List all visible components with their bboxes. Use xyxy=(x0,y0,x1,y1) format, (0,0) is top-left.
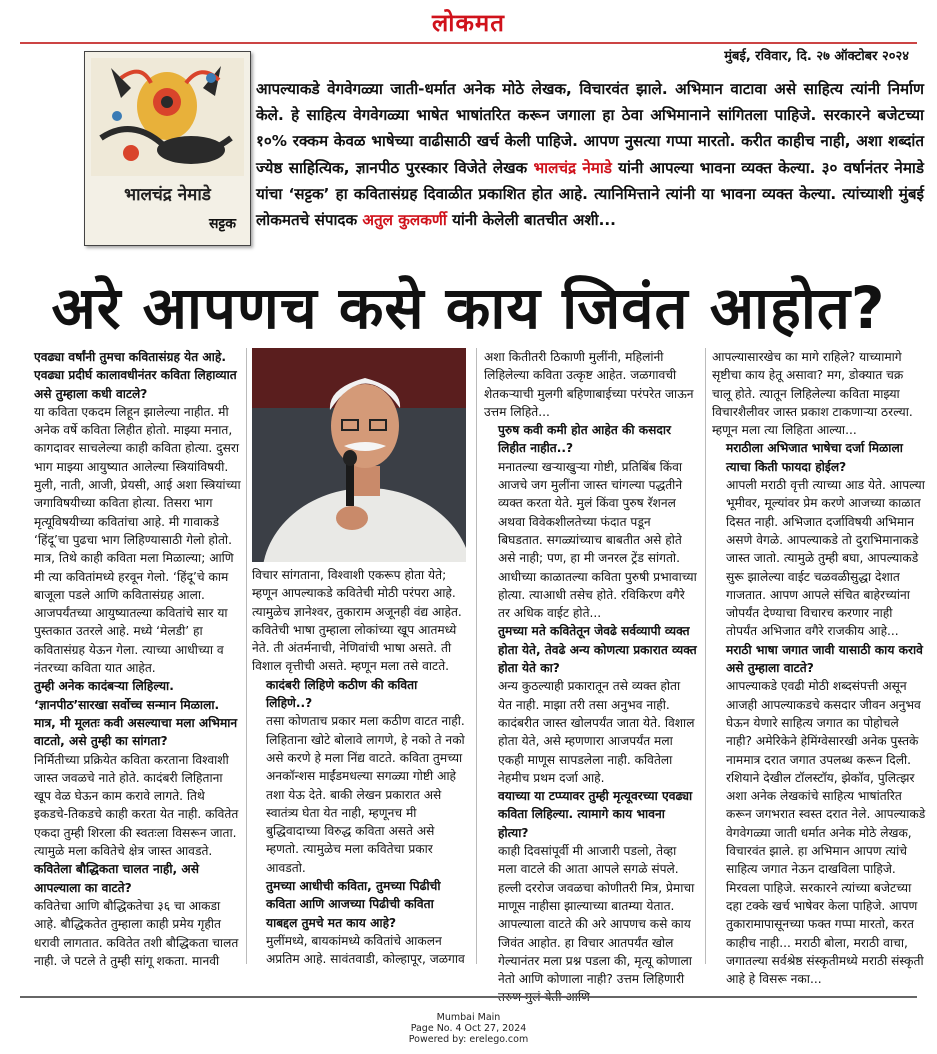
answer-4: तसा कोणताच प्रकार मला कठीण वाटत नाही. लिहिताना खोटे बोलावे लागणे, हे नको ते नको असे करणे हे मला निंद्य वाटते. कविता तुमच्या अनकॉन्शस माईंडमधल्या सगळ्या गोष्टी आहे तशा येऊ देते. बाकी लेखन प्रकारात असे स्वातंत्र्य घेता येत नाही, म्हणूनच मी बुद्धिवादाच्या विरुद्ध कविता असते असे म्हणतो. त्यामुळेच मला कवितेचा प्रकार आवडतो. xyxy=(266,714,465,875)
book-title: सट्टक xyxy=(208,216,236,232)
intro-text-2: यांनी आपल्या भावना व्यक्त केल्या. ३० वर्षानंतर नेमाडे यांचा ‘सट्टक’ हा कवितासंग्रह दिवाळीत प्रकाशित होत आहे. त्यानिमित्ताने त्यांनी या भावना व्यक्त केल्या. त्यांच्याशी मुंबई लोकमतचे संपादक xyxy=(256,158,924,230)
article-column-3 xyxy=(484,348,698,1007)
answer-6: मनातल्या खऱ्याखुऱ्या गोष्टी, प्रतिबिंब किंवा आजचे जग मुलींना जास्त चांगल्या पद्धतीने व्यक्त करता येते. मुलं किंवा पुरुष रॅशनल अथवा विवेकशीलतेच्या फंदात पडून बिघडतात. सगळ्यांच्याच बाबतीत असे होते असे नाही; पण, हा मी जनरल ट्रेंड सांगतो. आधीच्या काळातल्या कविता पुरुषी प्रभावाच्या होत्या. त्याआधी तसेच होते. रविकिरण वगैरे तर अधिक वाईट होते... xyxy=(498,459,697,621)
bottom-rule xyxy=(20,996,917,998)
intro-paragraph xyxy=(256,76,924,233)
headline: अरे आपणच कसे काय जिवंत आहोत? xyxy=(51,274,886,342)
question-1: एवढ्या वर्षांनी तुमचा कवितासंग्रह येत आहे. एवढ्या प्रदीर्घ कालावधीनंतर कविता लिहाव्यात असे तुम्हाला कधी वाटले? xyxy=(34,350,237,401)
book-author: भालचंद्र नेमाडे xyxy=(124,185,211,205)
question-10: मराठी भाषा जगात जावी यासाठी काय करावे असे तुम्हाला वाटते? xyxy=(726,642,923,676)
question-2: तुम्ही अनेक कादंबऱ्या लिहिल्या. ‘ज्ञानपीठ’सारखा सर्वोच्च सन्मान मिळाला. मात्र, मी मूलतः कवी असल्याचा मला अभिमान वाटतो, असे तुम्ही का सांगता? xyxy=(34,679,238,749)
answer-8: काही दिवसांपूर्वी मी आजारी पडलो, तेव्हा मला वाटले की आता आपले सगळे संपले. हल्ली दररोज जवळचा कोणीतरी मित्र, प्रेमाचा माणूस नाहीसा झाल्याच्या बातम्या येतात. आपल्याला वाटते की अरे आपणच कसे काय जिवंत आहोत. हा विचार आतपर्यंत खोल गेल्यानंतर मला प्रश्न पडला की, मृत्यू कोणाला नेतो आणि कोणाला नाही? उत्तम लिहिणारी तरुण मुलं येती आणि xyxy=(498,844,695,1005)
intro-name-nemade: भालचंद्र नेमाडे xyxy=(533,158,612,177)
article-column-2 xyxy=(252,566,466,969)
question-3: कवितेला बौद्धिकता चालत नाही, असे आपल्याला का वाटते? xyxy=(34,862,199,895)
column-divider xyxy=(246,348,247,964)
masthead-logo: लोकमत xyxy=(432,8,505,37)
question-5: तुमच्या आधीची कविता, तुमच्या पिढीची कविता आणि आजच्या पिढीची कविता याबद्दल तुमचे मत काय आहे? xyxy=(266,879,441,930)
intro-text-1: आपल्याकडे वेगवेगळ्या जाती-धर्मात अनेक मोठे लेखक, विचारवंत झाले. अभिमान वाटावा असे साहित्य त्यांनी निर्माण केले. हे साहित्य वेगवेगळ्या भाषेत भाषांतरित करून जगाला हा ठेवा अभिमानाने सांगितला पाहिजे. सरकारने बजेटच्या १०% रक्कम केवळ भाषेच्या वाढीसाठी खर्च केली पाहिजे. आपण नुसत्या गप्पा मारतो. करीत काहीच नाही, अशा शब्दांत ज्येष्ठ साहित्यिक, ज्ञानपीठ पुरस्कार विजेते लेखक xyxy=(256,80,924,177)
answer-2: निर्मितीच्या प्रक्रियेत कविता करताना विश्वाशी जास्त जवळचे नाते होते. कादंबरी लिहिताना खूप वेळ घेऊन काम करावे लागते. तिथे इकडचे-तिकडचे काही करता येत नाही. कवितेत एकदा तुम्ही शिरला की स्वतःला विसरून जाता. त्यामुळे मला कवितेचे क्षेत्र जास्त आवडते. xyxy=(34,752,239,859)
answer-3: कवितेचा आणि बौद्धिकतेचा ३६ चा आकडा आहे. बौद्धिकतेत तुम्हाला काही प्रमेय गृहीत धरावी लागतात. कवितेत तशी बौद्धिकता चालत नाही. जे पटले ते तुम्ही सांगू शकता. मानवी xyxy=(34,898,239,968)
intro-text-3: यांनी केलेली बातचीत अशी... xyxy=(446,211,616,230)
dateline: मुंबई, रविवार, दि. २७ ऑक्टोबर २०२४ xyxy=(724,49,909,64)
footer-powered-by: Powered by: erelego.com xyxy=(408,1034,529,1045)
answer-7: अन्य कुठल्याही प्रकारातून तसे व्यक्त होता येत नाही. माझा तरी तसा अनुभव नाही. कादंबरीत जास्त खोलपर्यंत जाता येते. विशाल होता येते, असे म्हणणारा आजपर्यंत मला एकही माणूस सापडलेला नाही. कवितेला नेहमीच प्रथम दर्जा आहे. xyxy=(498,679,695,785)
question-6: पुरुष कवी कमी होत आहेत की कसदार लिहीत नाहीत..? xyxy=(498,423,671,456)
answer-5: मुलींमध्ये, बायकांमध्ये कवितांचे आकलन अप्रतिम आहे. सावंतवाडी, कोल्हापूर, जळगाव xyxy=(266,933,465,967)
author-photo-illustration xyxy=(252,348,466,562)
footer-page-date: Page No. 4 Oct 27, 2024 xyxy=(410,1023,527,1034)
answer-continued: अशा कितीतरी ठिकाणी मुलींनी, महिलांनी लिहिलेल्या कविता उत्कृष्ट आहेत. जळगावची शेतकऱ्याची मुलगी बहिणाबाईच्या परंपरेत जाऊन उत्तम लिहिते... xyxy=(484,350,694,419)
answer-9: आपली मराठी वृत्ती त्याच्या आड येते. आपल्या भूमीवर, मूल्यांवर प्रेम करणे आजच्या काळात दिसत नाही. अभिजात दर्जाविषयी अभिमान असणे वेगळे. आपल्याकडे तो दुराभिमानाकडे जास्त जातो. त्यामुळे तुम्ही बघा, आपल्याकडे सुरू झालेल्या वाईट चळवळीसुद्धा देशात गाजतात. आपण आपले संचित बाहेरच्यांना जोपर्यंत देण्याचा विचारच करणार नाही तोपर्यंत अभिजात वगैरे राजकीय आहे... xyxy=(726,478,925,639)
book-cover-art xyxy=(91,58,244,176)
column-divider xyxy=(476,348,477,964)
column-divider xyxy=(705,348,706,964)
question-7: तुमच्या मते कवितेतून जेवढे सर्वव्यापी व्यक्त होता येते, तेवढे अन्य कोणत्या प्रकारात व्यक्त होता येते का? xyxy=(498,624,697,676)
question-8: वयाच्या या टप्प्यावर तुम्ही मृत्यूवरच्या एवढ्या कविता लिहिल्या. त्यामागे काय भावना होत्या? xyxy=(498,789,693,840)
author-photo xyxy=(252,348,466,562)
answer-1: या कविता एकदम लिहून झालेल्या नाहीत. मी अनेक वर्षे कविता लिहीत होतो. माझ्या मनात, कागदावर साचलेल्या काही कविता होत्या. दुसरा भाग माझ्या आयुष्यात आलेल्या स्त्रियांविषयी. मुली, नाती, आजी, प्रेयसी, आई अशा स्त्रियांच्या जगाविषयीच्या कविता होत्या. तिसरा भाग मृत्यूविषयीच्या कवितांचा आहे. मी गावाकडे ‘हिंदू’चा पुढचा भाग लिहिण्यासाठी गेलो होतो. मात्र, तिथे काही कविता मला मिळाल्या; आणि मी त्या कवितांमध्ये हरवून गेलो. ‘हिंदू’चे काम बाजूला पडले आणि कवितासंग्रह आला. आजपर्यंतच्या आयुष्यातल्या कवितांचे सार या पुस्तकात उतरले आहे. मध्ये ‘मेलडी’ हा कवितासंग्रह येऊन गेला. त्याच्या आधीच्या व नंतरच्या कविता यात आहेत. xyxy=(34,404,241,676)
article-column-4 xyxy=(712,348,926,988)
intro-name-kulkarni: अतुल कुलकर्णी xyxy=(362,211,447,230)
answer-continued: विचार सांगताना, विश्वाशी एकरूप होता येते; म्हणून आपल्याकडे कवितेची मोठी परंपरा आहे. त्यामुळेच ज्ञानेश्वर, तुकाराम अजूनही वंद्य आहेत. कवितेची भाषा तुम्हाला लोकांच्या खूप आतमध्ये नेते. ती अंतर्मनाची, नेणिवांची भाषा असते. ती विशाल वृत्तीची असते. म्हणून मला तसे वाटते. xyxy=(252,568,462,674)
page-footer xyxy=(0,1012,937,1045)
answer-continued: आपल्यासारखेच का मागे राहिले? याच्यामागे सृष्टीचा काय हेतू असावा? मग, डोक्यात चक्र चालू होते. त्यातून लिहिलेल्या कविता माझ्या विचारशैलीवर जास्त प्रकाश टाकणाऱ्या ठरल्या. म्हणून मला त्या लिहिता आल्या... xyxy=(712,350,913,438)
question-9: मराठीला अभिजात भाषेचा दर्जा मिळाला त्याचा किती फायदा होईल? xyxy=(726,441,903,474)
footer-edition: Mumbai Main xyxy=(436,1012,501,1023)
top-rule xyxy=(20,42,917,44)
article-column-1 xyxy=(20,348,242,970)
answer-10: आपल्याकडे एवढी मोठी शब्दसंपत्ती असून आजही आपल्याकडचे कसदार जीवन अनुभव घेऊन येणारे साहित्य जगात का पोहोचले नाही? अमेरिकेने हेमिंग्वेसारखी अनेक पुस्तके नाममात्र दरात जगात उपलब्ध करून दिली. रशियाने देखील टॉलस्टॉय, झेकॉव, पुलित्झर अशा अनेक लेखकांचे साहित्य भाषांतरित करून जगभरात स्वस्त दरात नेले. आपल्याकडे वेगवेगळ्या जाती धर्मात अनेक मोठे लेखक, विचारवंत झाले. हा अभिमान आपण त्यांचे साहित्य जगात नेऊन दाखविला पाहिजे. मिरवला पाहिजे. सरकारने त्यांच्या बजेटच्या दहा टक्के खर्च भाषेवर केला पाहिजे. आपण तुकारामापासूनच्या फक्त गप्पा मारतो, करत काहीच नाही... मराठी बोला, मराठी वाचा, जगातल्या सर्वश्रेष्ठ संस्कृतीमध्ये मराठी संस्कृती आहे हे विसरू नका... xyxy=(726,679,926,987)
book-cover-image xyxy=(84,51,251,246)
question-4: कादंबरी लिहिणे कठीण की कविता लिहिणे..? xyxy=(266,677,418,711)
